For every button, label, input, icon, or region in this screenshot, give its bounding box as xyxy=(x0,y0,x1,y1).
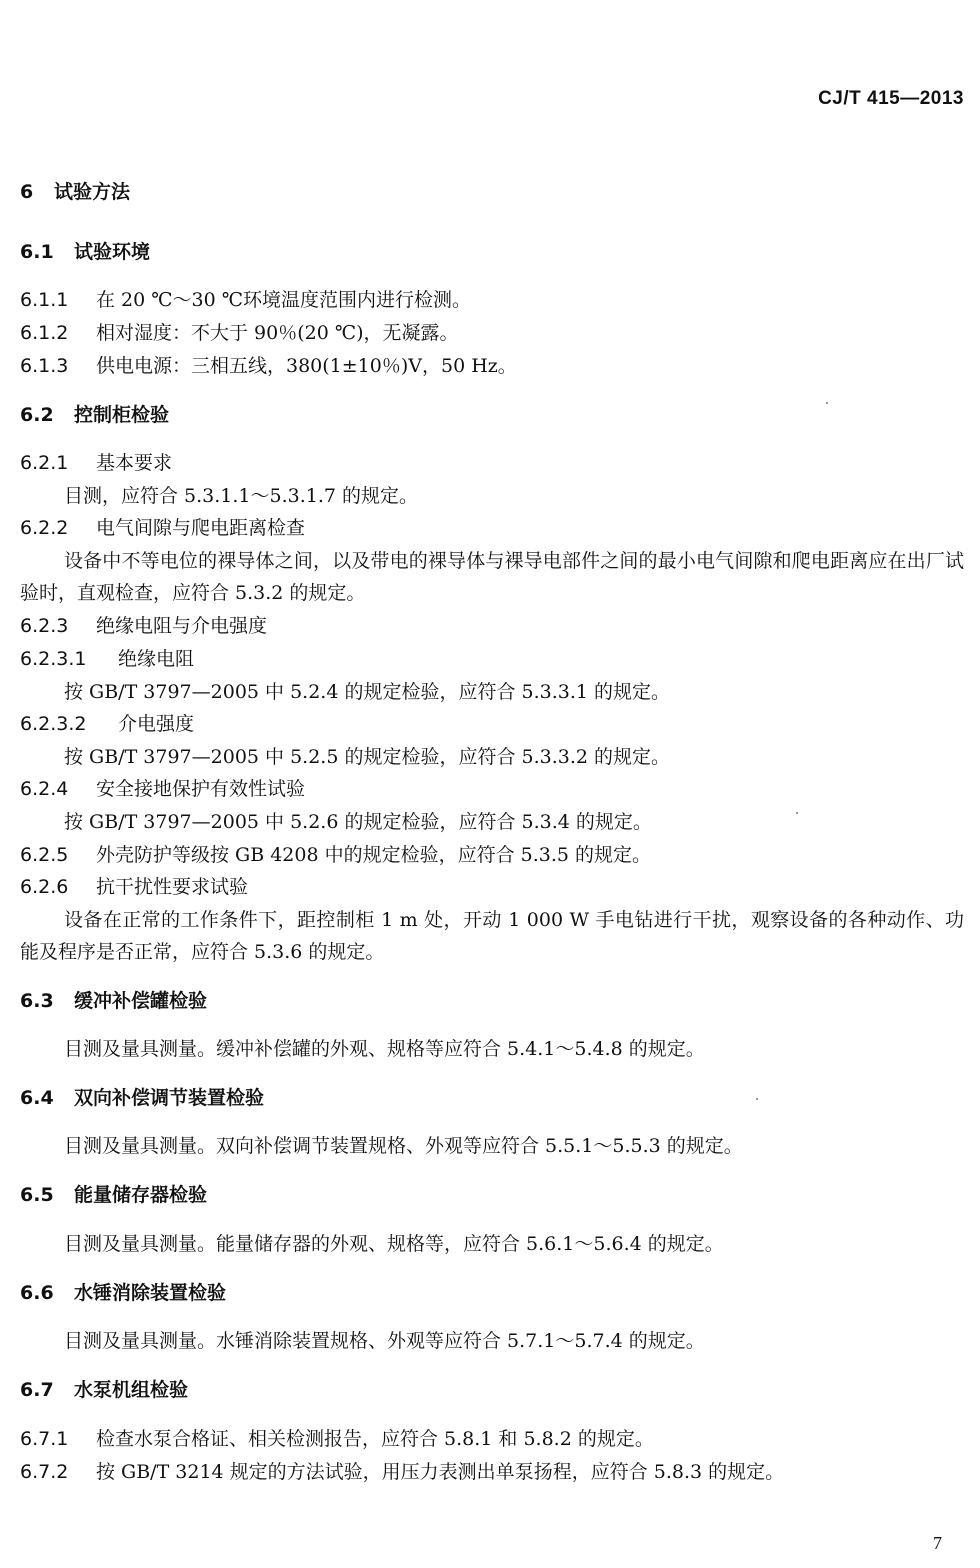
clause-title: 基本要求 xyxy=(96,452,173,474)
clause-6-2-3-1-text: 按 GB/T 3797—2005 中 5.2.4 的规定检验，应符合 5.3.3.1 的规定。 xyxy=(64,681,671,703)
section-number: 6.1 xyxy=(20,241,54,263)
section-number: 6.5 xyxy=(20,1184,54,1206)
clause-text: 检查水泵合格证、相关检测报告，应符合 5.8.1 和 5.8.2 的规定。 xyxy=(96,1428,654,1450)
section-title: 双向补偿调节装置检验 xyxy=(74,1087,265,1109)
clause-text: 供电电源：三相五线，380(1±10％)V，50 Hz。 xyxy=(96,355,517,377)
clause-6-2-2-text: 设备中不等电位的裸导体之间，以及带电的裸导体与裸导电部件之间的最小电气间隙和爬电距离应在出厂试验时，直观检查，应符合 5.3.2 的规定。 xyxy=(20,550,964,604)
clause-title: 安全接地保护有效性试验 xyxy=(96,778,306,800)
clause-text: 在 20 ℃～30 ℃环境温度范围内进行检测。 xyxy=(96,289,471,311)
clause-6-2-6-text: 设备在正常的工作条件下，距控制柜 1 m 处，开动 1 000 W 手电钻进行干扰，观察设备的各种动作、功能及程序是否正常，应符合 5.3.6 的规定。 xyxy=(20,909,964,963)
clause-number: 6.2.6 xyxy=(20,876,69,898)
clause-6-7-2 xyxy=(20,1460,784,1484)
scan-speck xyxy=(826,402,828,404)
section-number: 6.6 xyxy=(20,1282,54,1304)
section-6-heading xyxy=(20,180,130,204)
clause-6-2-3-1-title xyxy=(20,647,194,671)
section-6-4-heading xyxy=(20,1086,264,1110)
scan-speck xyxy=(796,812,798,814)
section-title: 试验环境 xyxy=(74,241,151,263)
clause-text: 外壳防护等级按 GB 4208 中的规定检验，应符合 5.3.5 的规定。 xyxy=(96,844,652,866)
clause-text: 相对湿度：不大于 90％(20 ℃)，无凝露。 xyxy=(96,322,459,344)
section-number: 6.2 xyxy=(20,404,54,426)
section-number: 6 xyxy=(20,181,34,203)
clause-title: 电气间隙与爬电距离检查 xyxy=(96,517,306,539)
section-title: 试验方法 xyxy=(54,181,131,203)
clause-number: 6.2.3.2 xyxy=(20,713,87,735)
section-number: 6.4 xyxy=(20,1087,54,1109)
clause-number: 6.1.2 xyxy=(20,322,69,344)
section-title: 水锤消除装置检验 xyxy=(74,1282,227,1304)
section-title: 能量储存器检验 xyxy=(74,1184,208,1206)
clause-number: 6.2.3.1 xyxy=(20,648,87,670)
clause-title: 抗干扰性要求试验 xyxy=(96,876,249,898)
page-number: 7 xyxy=(933,1533,942,1553)
section-number: 6.7 xyxy=(20,1379,54,1401)
clause-number: 6.7.1 xyxy=(20,1428,69,1450)
clause-6-7-1 xyxy=(20,1427,654,1451)
clause-6-2-3-2-title xyxy=(20,712,194,736)
section-6-7-heading xyxy=(20,1378,188,1402)
clause-number: 6.2.4 xyxy=(20,778,69,800)
section-6-6-text: 目测及量具测量。水锤消除装置规格、外观等应符合 5.7.1～5.7.4 的规定。 xyxy=(64,1330,705,1352)
clause-number: 6.2.1 xyxy=(20,452,69,474)
clause-text: 按 GB/T 3214 规定的方法试验，用压力表测出单泵扬程，应符合 5.8.3 的规定。 xyxy=(96,1461,785,1483)
clause-number: 6.7.2 xyxy=(20,1461,69,1483)
section-6-5-text: 目测及量具测量。能量储存器的外观、规格等，应符合 5.6.1～5.6.4 的规定。 xyxy=(64,1233,724,1255)
section-title: 缓冲补偿罐检验 xyxy=(74,990,208,1012)
clause-6-2-5 xyxy=(20,843,651,867)
clause-6-2-1-title xyxy=(20,451,172,475)
section-6-5-heading xyxy=(20,1183,207,1207)
section-6-6-heading xyxy=(20,1281,226,1305)
clause-number: 6.1.3 xyxy=(20,355,69,377)
clause-6-1-2 xyxy=(20,321,459,345)
clause-6-2-3-title xyxy=(20,614,267,638)
clause-6-2-4-title xyxy=(20,777,305,801)
clause-number: 6.2.2 xyxy=(20,517,69,539)
clause-6-2-3-2-text: 按 GB/T 3797—2005 中 5.2.5 的规定检验，应符合 5.3.3.2 的规定。 xyxy=(64,746,671,768)
clause-6-2-2-title xyxy=(20,516,305,540)
scan-speck xyxy=(756,1098,758,1100)
document-code: CJ/T 415—2013 xyxy=(818,88,964,109)
clause-6-2-6-title xyxy=(20,875,248,899)
clause-number: 6.2.5 xyxy=(20,844,69,866)
clause-6-2-1-text: 目测，应符合 5.3.1.1～5.3.1.7 的规定。 xyxy=(64,485,419,507)
section-6-2-heading xyxy=(20,403,169,427)
clause-title: 绝缘电阻与介电强度 xyxy=(96,615,268,637)
clause-number: 6.2.3 xyxy=(20,615,69,637)
section-6-3-heading xyxy=(20,989,207,1013)
clause-6-2-4-text: 按 GB/T 3797—2005 中 5.2.6 的规定检验，应符合 5.3.4 的规定。 xyxy=(64,811,652,833)
clause-title: 绝缘电阻 xyxy=(118,648,195,670)
clause-number: 6.1.1 xyxy=(20,289,69,311)
section-title: 控制柜检验 xyxy=(74,404,170,426)
clause-title: 介电强度 xyxy=(118,713,195,735)
section-6-3-text: 目测及量具测量。缓冲补偿罐的外观、规格等应符合 5.4.1～5.4.8 的规定。 xyxy=(64,1038,705,1060)
section-6-4-text: 目测及量具测量。双向补偿调节装置规格、外观等应符合 5.5.1～5.5.3 的规定。 xyxy=(64,1135,743,1157)
section-title: 水泵机组检验 xyxy=(74,1379,189,1401)
section-6-1-heading xyxy=(20,240,150,264)
clause-6-1-3 xyxy=(20,354,517,378)
clause-6-1-1 xyxy=(20,288,471,312)
section-number: 6.3 xyxy=(20,990,54,1012)
